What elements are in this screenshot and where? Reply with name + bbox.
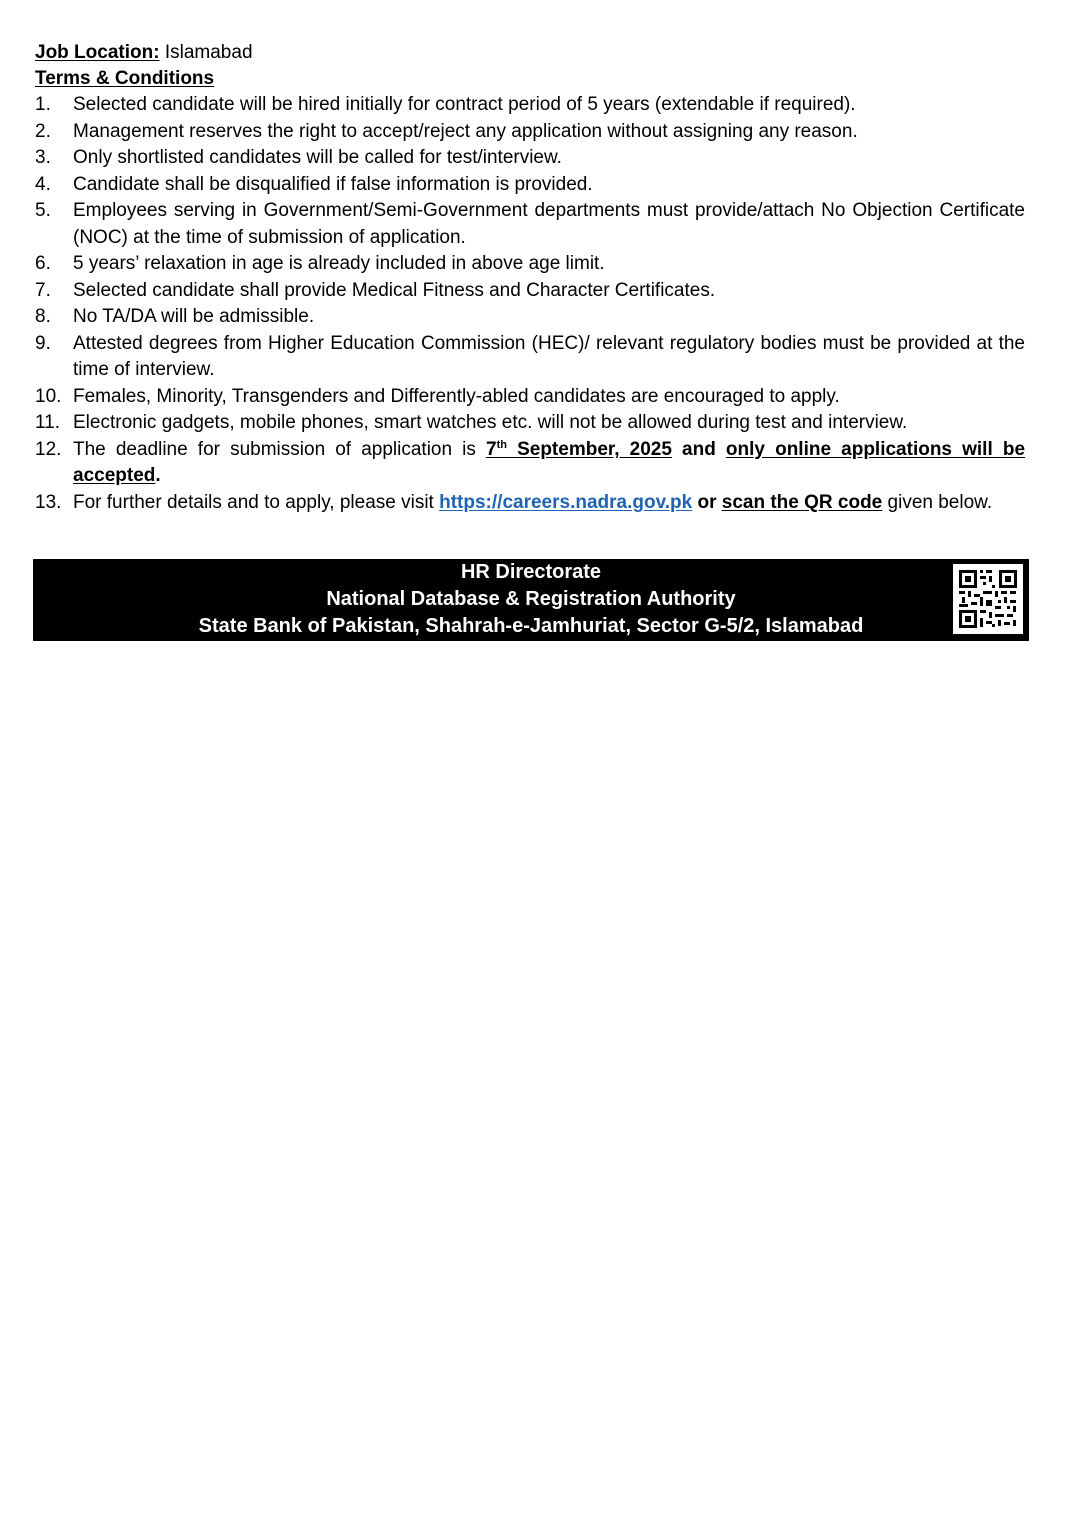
item-text: Selected candidate will be hired initially for contract period of 5 years (extendable if required). [73, 94, 856, 115]
item-number: 4. [35, 173, 51, 195]
list-item [35, 278, 1025, 305]
item-text: Selected candidate shall provide Medical Fitness and Character Certificates. [73, 279, 716, 301]
item-text: Attested degrees from Higher Education Commission (HEC)/ relevant regulatory bodies must be provided at the time of interview. [73, 332, 1025, 380]
footer-banner [33, 559, 1029, 641]
item-text: Candidate shall be disqualified if false information is provided. [73, 173, 593, 195]
list-item [35, 331, 1025, 384]
item-number: 1. [35, 94, 51, 115]
item-number: 5. [35, 200, 51, 221]
item-number: 8. [35, 306, 51, 327]
item-number: 10. [35, 385, 62, 407]
item-number: 11. [35, 412, 61, 433]
terms-heading: Terms & Conditions [35, 68, 215, 89]
careers-link[interactable]: https://careers.nadra.gov.pk [439, 491, 693, 513]
job-location [35, 40, 1025, 66]
list-item [35, 92, 1025, 119]
item-text-mid: and [671, 438, 726, 460]
item-text: Electronic gadgets, mobile phones, smart watches etc. will not be allowed during test and interview. [73, 412, 908, 433]
deadline-date: 7th September, 2025 [486, 438, 672, 460]
job-location-label: Job Location: [35, 42, 160, 63]
list-item [35, 198, 1025, 251]
terms-list [35, 92, 1025, 516]
list-item [35, 172, 1025, 199]
item-text: Females, Minority, Transgenders and Differently-abled candidates are encouraged to apply. [73, 385, 840, 407]
item-text: 5 years’ relaxation in age is already included in above age limit. [73, 253, 605, 274]
item-text-end: given below. [882, 491, 993, 513]
list-item [35, 384, 1025, 411]
list-item [35, 410, 1025, 437]
qr-code-icon[interactable] [953, 564, 1023, 634]
list-item [35, 145, 1025, 172]
qr-code-graphic [953, 564, 1023, 634]
list-item [35, 490, 1025, 517]
footer-line-directorate: HR Directorate [460, 561, 602, 583]
list-item [35, 251, 1025, 278]
item-text: Only shortlisted candidates will be called for test/interview. [73, 147, 562, 168]
page-content [35, 40, 1025, 516]
job-location-value: Islamabad [164, 42, 253, 63]
item-text: Employees serving in Government/Semi-Government departments must provide/attach No Objection Certificate (NOC) at the time of submission of application. [73, 200, 1025, 248]
list-item [35, 304, 1025, 331]
item-text: Management reserves the right to accept/reject any application without assigning any reason. [73, 120, 858, 142]
item-number: 7. [35, 279, 51, 301]
item-number: 2. [35, 120, 51, 142]
item-number: 3. [35, 147, 51, 168]
item-text-mid: or [692, 491, 722, 513]
online-only-note: only online applications will be accepted [73, 438, 1026, 486]
item-text: The deadline for submission of application is [73, 438, 486, 460]
list-item [35, 119, 1025, 146]
item-number: 12. [35, 438, 62, 460]
item-number: 9. [35, 332, 51, 354]
footer-line-authority: National Database & Registration Authority [326, 588, 736, 610]
item-text: For further details and to apply, please visit [73, 491, 440, 513]
item-number: 13. [35, 491, 62, 513]
list-item [35, 437, 1025, 490]
footer-address [33, 559, 1029, 640]
item-text: No TA/DA will be admissible. [73, 306, 315, 327]
item-number: 6. [35, 253, 51, 274]
item-text-end: . [155, 465, 161, 486]
scan-qr-note: scan the QR code [721, 491, 883, 513]
footer-line-address: State Bank of Pakistan, Shahrah-e-Jamhuriat, Sector G-5/2, Islamabad [198, 615, 864, 637]
